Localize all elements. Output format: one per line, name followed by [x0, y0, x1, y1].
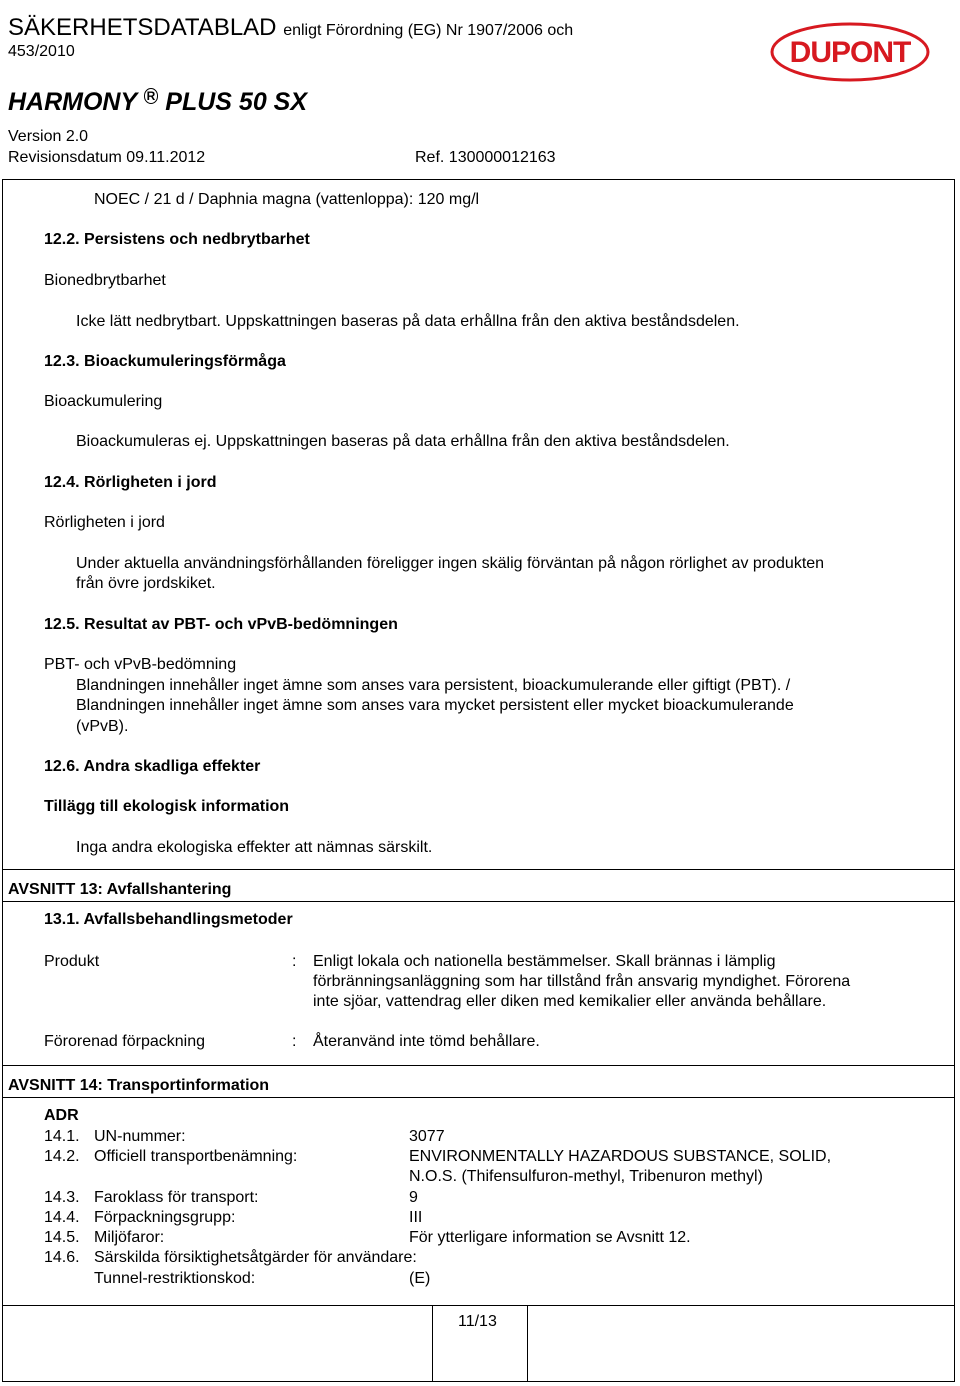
footer-rule	[2, 1305, 955, 1306]
row-14-1-num: 14.1.	[44, 1128, 80, 1145]
heading-12-3: 12.3. Bioackumuleringsförmåga	[44, 353, 286, 370]
product-text-line2: förbränningsanläggning som har tillstånd från ansvarig myndighet. Förorena	[313, 973, 851, 990]
section13-subheading: 13.1. Avfallsbehandlingsmetoder	[44, 911, 293, 928]
section14-rule	[2, 1065, 955, 1066]
row-14-1-label: UN-nummer:	[94, 1128, 186, 1145]
row-14-3-num: 14.3.	[44, 1189, 80, 1206]
product-name-suffix: PLUS 50 SX	[165, 88, 308, 116]
heading-12-6: 12.6. Andra skadliga effekter	[44, 758, 261, 775]
sub-12-3: Bioackumulering	[44, 393, 163, 410]
adr-heading: ADR	[44, 1107, 79, 1124]
row-14-5-num: 14.5.	[44, 1229, 80, 1246]
row-14-2-label: Officiell transportbenämning:	[94, 1148, 298, 1165]
row-14-2-num: 14.2.	[44, 1148, 80, 1165]
text-12-5-line2: Blandningen innehåller inget ämne som anses vara mycket persistent eller mycket bioackumulerande	[76, 697, 794, 714]
tunnel-value: (E)	[409, 1270, 431, 1287]
row-14-2-value2: N.O.S. (Thifensulfuron-methyl, Tribenuron methyl)	[409, 1168, 763, 1185]
sub-12-2: Bionedbrytbarhet	[44, 272, 166, 289]
section14-underline	[2, 1097, 955, 1098]
packaging-label: Förorenad förpackning	[44, 1033, 205, 1050]
row-14-6-num: 14.6.	[44, 1249, 80, 1266]
row-14-4-num: 14.4.	[44, 1209, 80, 1226]
footer-divider-left	[432, 1305, 433, 1382]
row-14-1-value: 3077	[409, 1128, 445, 1145]
heading-12-2: 12.2. Persistens och nedbrytbarhet	[44, 231, 310, 248]
sub-12-5: PBT- och vPvB-bedömning	[44, 656, 237, 673]
product-text-line1: Enligt lokala och nationella bestämmelser. Skall brännas i lämplig	[313, 953, 776, 970]
text-12-5-line3: (vPvB).	[76, 718, 129, 735]
product-name	[8, 90, 307, 115]
packaging-text: Återanvänd inte tömd behållare.	[313, 1033, 540, 1050]
product-name-main: HARMONY	[8, 88, 137, 116]
revision-date: Revisionsdatum 09.11.2012	[8, 149, 206, 166]
section13-rule	[2, 869, 955, 870]
text-12-2: Icke lätt nedbrytbart. Uppskattningen baseras på data erhållna från den aktiva beståndsdelen.	[76, 313, 740, 330]
product-text-line3: inte sjöar, vattendrag eller diken med kemikalier eller använda behållare.	[313, 993, 827, 1010]
regulation-line1: enligt Förordning (EG) Nr 1907/2006 och	[283, 22, 574, 39]
tunnel-label: Tunnel-restriktionskod:	[94, 1270, 256, 1287]
text-12-5-line1: Blandningen innehåller inget ämne som anses vara persistent, bioackumulerande eller giftigt (PBT). /	[76, 677, 791, 694]
text-12-4-line1: Under aktuella användningsförhållanden föreligger ingen skälig förväntan på någon rörlighet av produkten	[76, 555, 825, 572]
packaging-colon: :	[292, 1033, 297, 1050]
regulation-line2: 453/2010	[8, 43, 75, 60]
heading-12-4: 12.4. Rörligheten i jord	[44, 474, 217, 491]
section14-title: AVSNITT 14: Transportinformation	[8, 1077, 270, 1094]
row-14-4-label: Förpackningsgrupp:	[94, 1209, 236, 1226]
section13-title: AVSNITT 13: Avfallshantering	[8, 881, 232, 898]
row-14-2-value: ENVIRONMENTALLY HAZARDOUS SUBSTANCE, SOLID,	[409, 1148, 832, 1165]
text-12-3: Bioackumuleras ej. Uppskattningen baseras på data erhållna från den aktiva beståndsdelen.	[76, 433, 730, 450]
page-number: 11/13	[458, 1313, 497, 1330]
dupont-logo	[770, 22, 930, 82]
product-colon: :	[292, 953, 297, 970]
sub-12-6: Tillägg till ekologisk information	[44, 798, 290, 815]
row-14-5-value: För ytterligare information se Avsnitt 12.	[409, 1229, 691, 1246]
row-14-6-label: Särskilda försiktighetsåtgärder för användare:	[94, 1249, 417, 1266]
version: Version 2.0	[8, 128, 89, 145]
section13-underline	[2, 901, 955, 902]
row-14-3-value: 9	[409, 1189, 418, 1206]
row-14-4-value: III	[409, 1209, 423, 1226]
heading-12-5: 12.5. Resultat av PBT- och vPvB-bedömningen	[44, 616, 398, 633]
doc-title	[8, 16, 573, 40]
text-12-4-line2: från övre jordskiket.	[76, 575, 216, 592]
product-label: Produkt	[44, 953, 100, 970]
row-14-3-label: Faroklass för transport:	[94, 1189, 259, 1206]
noec-line: NOEC / 21 d / Daphnia magna (vattenloppa): 120 mg/l	[94, 191, 480, 208]
registered-mark: R	[144, 88, 159, 104]
sub-12-4: Rörligheten i jord	[44, 514, 165, 531]
text-12-6: Inga andra ekologiska effekter att nämnas särskilt.	[76, 839, 433, 856]
logo-text: DUPONT	[789, 36, 911, 69]
row-14-5-label: Miljöfaror:	[94, 1229, 165, 1246]
footer-divider-right	[527, 1305, 528, 1382]
doc-title-main: SÄKERHETSDATABLAD	[8, 14, 277, 41]
reference: Ref. 130000012163	[415, 149, 556, 166]
